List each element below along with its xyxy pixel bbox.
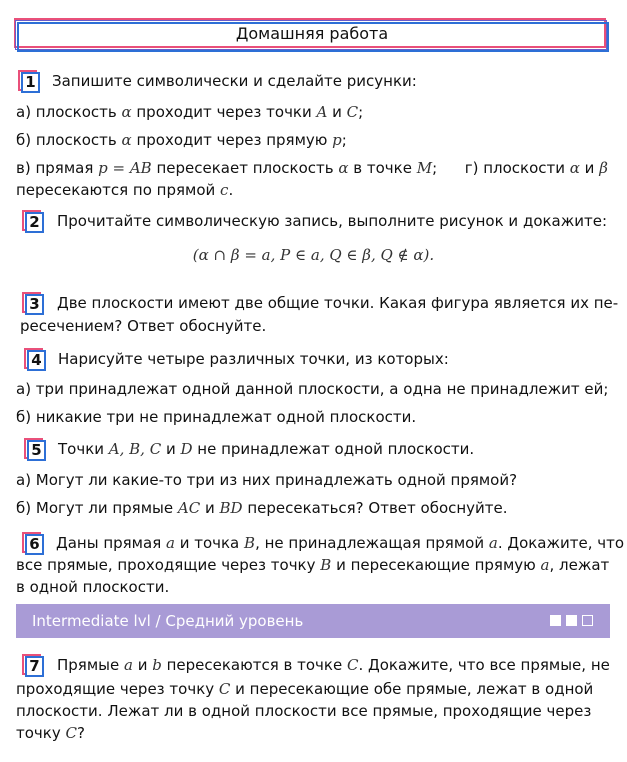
task6-line1: Даны прямая a и точка B, не принадлежащая прямой a. Докажите, что — [56, 534, 625, 552]
page-title: Домашняя работа — [235, 24, 389, 43]
task2-formula: (α ∩ β = a, P ∈ a, Q ∈ β, Q ∉ α). — [192, 246, 435, 264]
task1-item-c: в) прямая p = AB пересекает плоскость α в точке M; г) плоскости α и β — [16, 159, 608, 177]
task4-item-b: б) никакие три не принадлежат одной плоскости. — [16, 408, 417, 426]
level-square-2 — [566, 615, 577, 626]
task-number-3: 3 — [22, 292, 42, 314]
task-number-7: 7 — [22, 654, 42, 676]
task5-item-b: б) Могут ли прямые AC и BD пересекаться? Ответ обоснуйте. — [16, 499, 508, 517]
level-label: Intermediate lvl / Средний уровень — [32, 612, 304, 630]
task5-text: Точки A, B, C и D не принадлежат одной плоскости. — [58, 440, 475, 458]
task-number-1: 1 — [18, 70, 38, 92]
task-number-2: 2 — [22, 210, 42, 232]
task6-line3: в одной плоскости. — [16, 578, 170, 596]
task2-text: Прочитайте символическую запись, выполните рисунок и докажите: — [57, 212, 608, 230]
task3-line2: ресечением? Ответ обоснуйте. — [20, 317, 267, 335]
task4-text: Нарисуйте четыре различных точки, из которых: — [58, 350, 449, 368]
task1-item-d-cont: пересекаются по прямой c. — [16, 181, 234, 199]
level-square-1 — [550, 615, 561, 626]
task4-item-a: а) три принадлежат одной данной плоскости, а одна не принадлежит ей; — [16, 380, 609, 398]
task3-line1: Две плоскости имеют две общие точки. Какая фигура является их пе- — [57, 294, 619, 312]
task1-text: Запишите символически и сделайте рисунки: — [52, 72, 417, 90]
task-number-5: 5 — [24, 438, 44, 460]
task7-line2: проходящие через точку C и пересекающие обе прямые, лежат в одной — [16, 680, 594, 698]
task-number-6: 6 — [22, 532, 42, 554]
level-band — [16, 604, 610, 638]
task7-line4: точку C? — [16, 724, 85, 742]
homework-title-frame — [14, 18, 610, 52]
task1-item-a: а) плоскость α проходит через точки A и C; — [16, 103, 364, 121]
task7-line3: плоскости. Лежат ли в одной плоскости все прямые, проходящие через — [16, 702, 592, 720]
level-square-3 — [582, 615, 593, 626]
task-number-4: 4 — [24, 348, 44, 370]
task7-line1: Прямые a и b пересекаются в точке C. Докажите, что все прямые, не — [57, 656, 610, 674]
task5-item-a: а) Могут ли какие-то три из них принадлежать одной прямой? — [16, 471, 518, 489]
task6-line2: все прямые, проходящие через точку B и пересекающие прямую a, лежат — [16, 556, 610, 574]
task1-item-b: б) плоскость α проходит через прямую p; — [16, 131, 347, 149]
